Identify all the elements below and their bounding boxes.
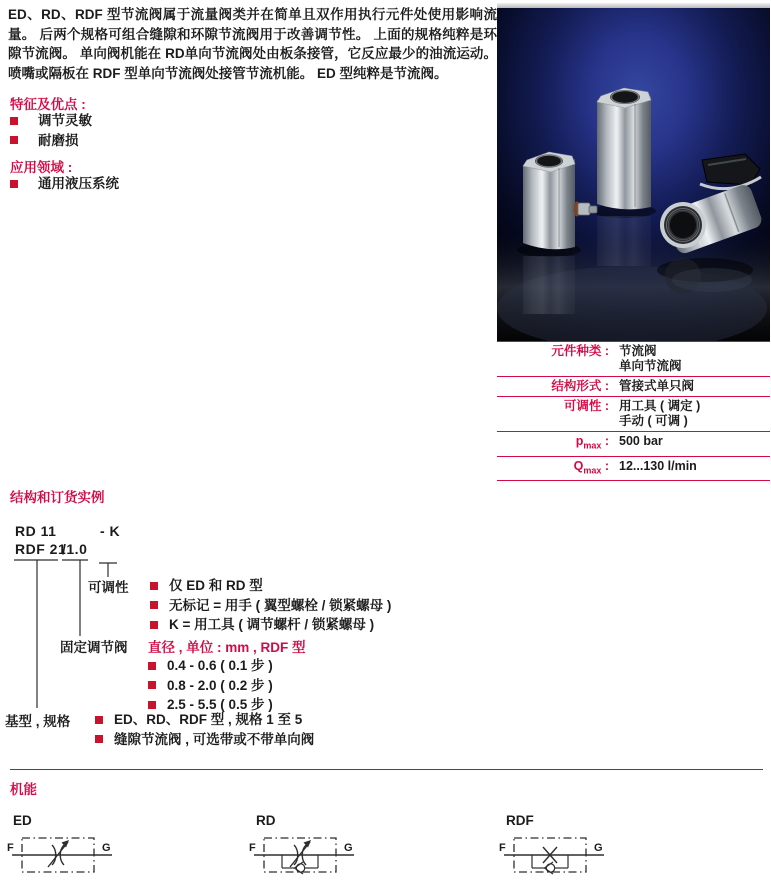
order-code-line1-left: RD 11 bbox=[15, 523, 57, 539]
bullet-square-icon bbox=[148, 681, 156, 689]
bullet-square-icon bbox=[10, 180, 18, 188]
bullet-square-icon bbox=[150, 601, 158, 609]
port-f-label: F bbox=[499, 842, 506, 854]
list-item bbox=[95, 730, 314, 750]
bullet-square-icon bbox=[95, 735, 103, 743]
list-item-label: 调节灵敏 bbox=[38, 113, 92, 128]
spec-table bbox=[497, 341, 770, 481]
product-photo bbox=[497, 3, 770, 341]
spec-label: 结构形式 : bbox=[551, 379, 609, 393]
list-item bbox=[10, 111, 92, 131]
table-row bbox=[497, 432, 770, 457]
port-f-label: F bbox=[249, 842, 256, 854]
order-code-line2-right: /1.0 bbox=[62, 541, 88, 557]
intro-paragraph: ED、RD、RDF 型节流阀属于流量阀类并在简单且双作用执行元件处使用影响流量。 后两个规格可组合缝隙和环隙节流阀用于改善调节性。 上面的规格纯粹是环隙节流阀。 单向阀机能在 RD单向节流阀处由板条接管，它反应最少的油流运动。 喷嘴或隔板在 RDF 型单向节流阀处接管节流机能。 ED 型纯粹是节流阀。 bbox=[8, 7, 497, 81]
bullet-square-icon bbox=[95, 716, 103, 724]
port-g-label: G bbox=[344, 842, 353, 854]
spec-value: 管接式单只阀 bbox=[619, 379, 695, 393]
group-label-adjustability: 可调性 bbox=[88, 580, 129, 595]
applications-list bbox=[10, 174, 119, 194]
bullet-square-icon bbox=[148, 701, 156, 709]
bullet-square-icon bbox=[10, 117, 18, 125]
bullet-square-icon bbox=[148, 662, 156, 670]
valves-photo-illustration bbox=[497, 8, 770, 341]
list-item bbox=[95, 710, 314, 730]
table-row bbox=[497, 397, 770, 432]
hydraulic-symbol-rdf bbox=[498, 831, 610, 885]
features-heading: 特征及优点 : bbox=[10, 97, 86, 112]
list-item-label: ED、RD、RDF 型 , 规格 1 至 5 bbox=[114, 712, 303, 727]
diameter-list bbox=[148, 656, 273, 715]
spec-label: $Q_{max}$ : bbox=[573, 458, 609, 475]
features-list bbox=[10, 111, 92, 150]
spec-label: 元件种类 : bbox=[551, 344, 609, 358]
spec-label: $p_{max}$ : bbox=[575, 434, 609, 451]
port-g-label: G bbox=[594, 842, 603, 854]
list-item-label: 缝隙节流阀 , 可选带或不带单向阀 bbox=[114, 731, 315, 747]
spec-value: 12...130 l/min bbox=[619, 458, 697, 473]
list-item bbox=[150, 615, 391, 635]
list-item bbox=[150, 576, 391, 596]
list-item bbox=[148, 656, 273, 676]
adjustability-list bbox=[150, 576, 391, 635]
list-item-label: K = 用工具 ( 调节螺杆 / 锁紧螺母 ) bbox=[169, 617, 375, 632]
list-item-label: 仅 ED 和 RD 型 bbox=[169, 578, 263, 593]
symbol-label-rd: RD bbox=[256, 813, 276, 828]
diameter-note: 直径 , 单位 : mm , RDF 型 bbox=[148, 640, 306, 655]
symbol-label-ed: ED bbox=[13, 813, 32, 828]
symbol-label-rdf: RDF bbox=[506, 813, 534, 828]
list-item-label: 0.4 - 0.6 ( 0.1 步 ) bbox=[167, 658, 273, 673]
list-item bbox=[148, 676, 273, 696]
spec-value: 500 bar bbox=[619, 434, 663, 448]
bullet-square-icon bbox=[150, 621, 158, 629]
list-item-label: 0.8 - 2.0 ( 0.2 步 ) bbox=[167, 677, 273, 693]
hydraulic-symbol-rd bbox=[248, 831, 360, 885]
list-item-label: 通用液压系统 bbox=[38, 176, 119, 191]
bullet-square-icon bbox=[10, 136, 18, 144]
list-item bbox=[150, 596, 391, 616]
ordering-heading: 结构和订货实例 bbox=[10, 490, 105, 505]
bullet-square-icon bbox=[150, 582, 158, 590]
list-item bbox=[10, 131, 92, 151]
table-row bbox=[497, 457, 770, 482]
section-divider bbox=[10, 769, 763, 770]
list-item-label: 2.5 - 5.5 ( 0.5 步 ) bbox=[167, 697, 273, 712]
group-label-fixed-valve: 固定调节阀 bbox=[60, 640, 128, 655]
spec-label: 可调性 : bbox=[563, 399, 609, 413]
list-item-label: 耐磨损 bbox=[38, 132, 79, 148]
group-label-base-type: 基型 , 规格 bbox=[5, 714, 71, 729]
hydraulic-symbol-ed bbox=[6, 831, 118, 885]
table-row bbox=[497, 342, 770, 377]
order-code-line2-left: RDF 21 bbox=[15, 541, 67, 557]
table-row bbox=[497, 377, 770, 397]
order-code-line1-right: - K bbox=[100, 523, 121, 539]
functions-heading: 机能 bbox=[10, 782, 37, 797]
spec-value: 用工具 ( 调定 ) 手动 ( 可调 ) bbox=[619, 399, 701, 428]
port-g-label: G bbox=[102, 842, 111, 854]
applications-heading: 应用领域 : bbox=[10, 160, 73, 175]
port-f-label: F bbox=[7, 842, 14, 854]
list-item bbox=[10, 174, 119, 194]
list-item-label: 无标记 = 用手 ( 翼型螺栓 / 锁紧螺母 ) bbox=[169, 597, 392, 613]
spec-value: 节流阀 单向节流阀 bbox=[619, 344, 682, 373]
base-type-list bbox=[95, 710, 314, 749]
